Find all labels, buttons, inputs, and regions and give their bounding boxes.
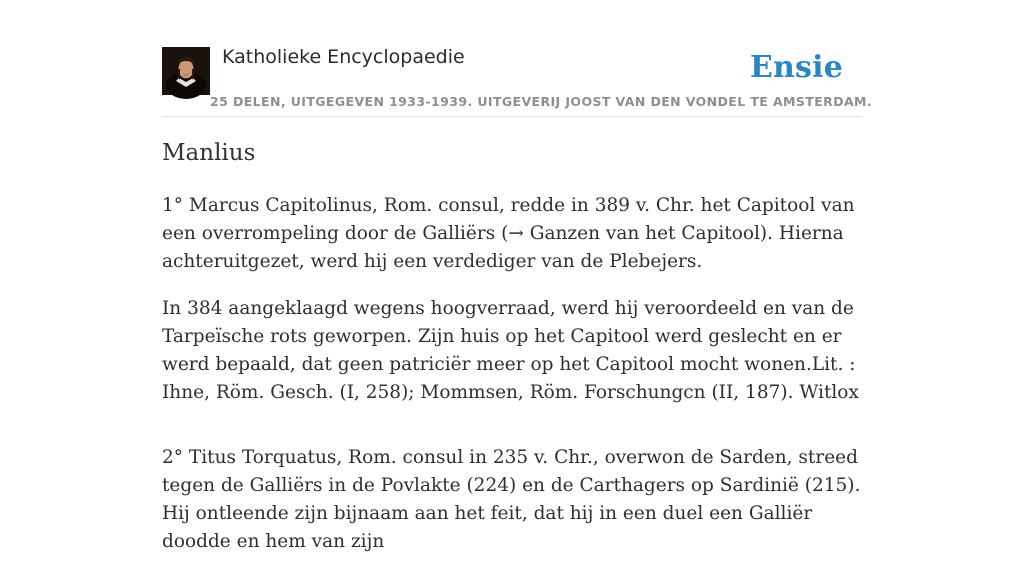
source-title[interactable]: Katholieke Encyclopaedie bbox=[222, 46, 465, 68]
avatar[interactable] bbox=[162, 47, 210, 95]
portrait-icon bbox=[162, 47, 210, 95]
source-header bbox=[162, 44, 873, 117]
paragraph: 1° Marcus Capitolinus, Rom. consul, redde in 389 v. Chr. het Capitool van een overrompeling door de Galliërs (→ Ganzen van het Capitool). Hierna achteruitgezet, werd hij een verdediger van de Plebejers. bbox=[162, 195, 855, 272]
entry-title: Manlius bbox=[162, 140, 256, 166]
paragraph: In 384 aangeklaagd wegens hoogverraad, werd hij veroordeeld en van de Tarpeïsche rots geworpen. Zijn huis op het Capitool werd geslecht en er werd bepaald, dat geen patriciër meer op het Capitool mocht wonen.Lit. : Ihne, Röm. Gesch. (I, 258); Mommsen, Röm. Forschungcn (II, 187). Witlox bbox=[162, 298, 859, 403]
source-meta: 25 DELEN, UITGEGEVEN 1933-1939. UITGEVERIJ JOOST VAN DEN VONDEL TE AMSTERDAM. bbox=[210, 94, 873, 109]
article-body bbox=[162, 192, 868, 575]
brand-logo[interactable]: Ensie bbox=[749, 50, 843, 85]
paragraph: 2° Titus Torquatus, Rom. consul in 235 v. Chr., overwon de Sarden, streed tegen de Galliërs in de Povlakte (224) en de Carthagers op Sardinië (215). Hij ontleende zijn bijnaam aan het feit, dat hij in een duel een Galliër doodde en hem van zijn bbox=[162, 447, 861, 552]
